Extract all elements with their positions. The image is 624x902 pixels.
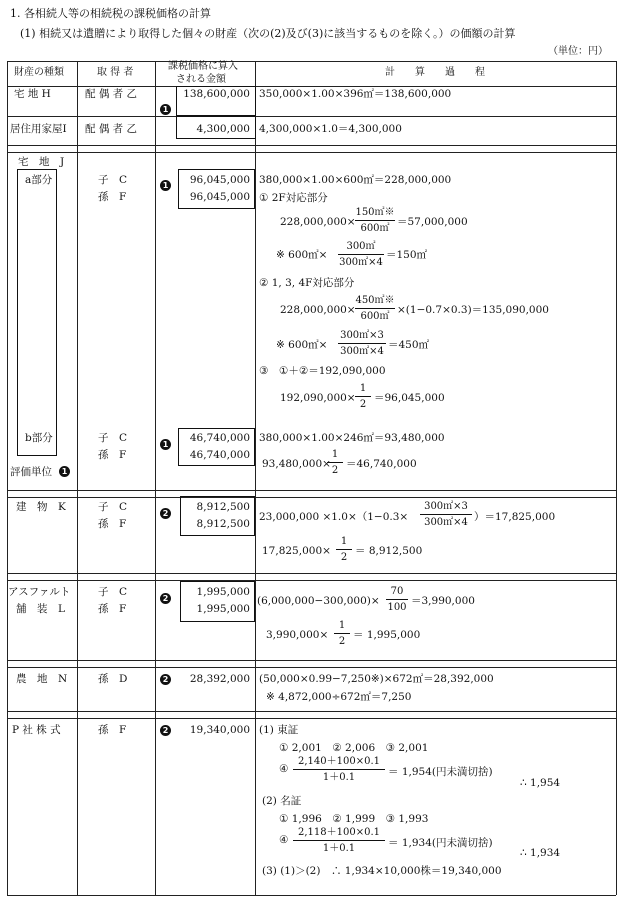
fraction-denominator: 1＋0.1	[322, 772, 356, 783]
row-p-calc-2: ① 2,001 ② 2,006 ③ 2,001	[279, 742, 429, 754]
row-p-calc-5: ① 1,996 ② 1,999 ③ 1,993	[279, 813, 429, 825]
formula-text: ×(1−0.7×0.3)＝135,090,000	[397, 304, 549, 316]
formula-text: ※ 600㎡×	[276, 339, 328, 351]
section-subtitle: (1) 相続又は遺贈により取得した個々の財産（次の(2)及び(3)に該当するものを除く。）の価額の計算	[20, 27, 516, 40]
formula-text: (6,000,000−300,000)×	[257, 595, 380, 607]
formula-text: ④	[279, 763, 289, 775]
row-k-acq-c: 子 C	[98, 501, 128, 513]
row-i-acquirer: 配 偶 者 乙	[85, 123, 138, 135]
fraction-numerator: 150㎡※	[355, 207, 395, 218]
row-p-calc-7: (3) (1)＞(2) ∴ 1,934×10,000株＝19,340,000	[262, 865, 502, 877]
fraction-numerator: 300㎡×3	[340, 330, 384, 341]
row-j-b-acq-c: 子 C	[98, 432, 128, 444]
formula-text: 228,000,000×	[280, 216, 356, 228]
row-j-eval-unit: 評価単位	[10, 466, 52, 478]
badge-two: 2	[160, 593, 171, 604]
formula-text: ）＝17,825,000	[474, 511, 556, 523]
formula-text: ＝ 1,995,000	[353, 629, 421, 641]
fraction-numerator: 300㎡	[346, 241, 376, 252]
row-j-a-amount-1: 96,045,000	[189, 174, 250, 186]
row-p-acquirer: 孫 F	[98, 724, 127, 736]
row-j-calc-1: 380,000×1.00×600㎡＝228,000,000	[259, 174, 452, 186]
fraction-denominator: 300㎡×4	[340, 346, 384, 357]
row-j-b-label: b部分	[25, 432, 53, 444]
formula-text: ＝3,990,000	[411, 595, 475, 607]
header-asset-type: 財産の種類	[14, 67, 64, 78]
row-j-calc-2: ① 2F対応部分	[259, 192, 328, 204]
badge-one: 1	[160, 439, 171, 450]
row-n-amount: 28,392,000	[189, 673, 250, 685]
fraction-numerator: 2,140＋100×0.1	[298, 756, 380, 767]
fraction-numerator: 300㎡×3	[424, 501, 468, 512]
row-n-kind: 農 地 N	[16, 673, 68, 685]
row-p-kind: P 社 株 式	[12, 724, 61, 736]
row-l-kind-1: アスファルト	[8, 586, 71, 598]
header-taxable-amount-2: される金額	[176, 74, 226, 85]
formula-text: ＝ 1,954(円未満切捨)	[388, 766, 493, 778]
row-j-a-label: a部分	[25, 174, 53, 186]
formula-text: ④	[279, 834, 289, 846]
row-j-a-amount-2: 96,045,000	[189, 191, 250, 203]
row-n-acquirer: 孫 D	[98, 673, 128, 685]
fraction-numerator: 2,118＋100×0.1	[298, 827, 380, 838]
row-h-calc: 350,000×1.00×396㎡＝138,600,000	[259, 88, 452, 100]
row-j-kind: 宅 地 J	[18, 156, 65, 168]
row-i-kind: 居住用家屋I	[10, 123, 67, 135]
formula-text: 17,825,000×	[262, 545, 331, 557]
formula-text: 93,480,000×	[262, 458, 331, 470]
fraction-denominator: 2	[331, 465, 339, 476]
row-l-kind-2: 舗 装 L	[16, 603, 65, 615]
row-n-calc-2: ※ 4,872,000÷672㎡＝7,250	[266, 691, 412, 703]
fraction-numerator: 1	[340, 536, 348, 547]
row-l-acq-c: 子 C	[98, 586, 128, 598]
row-p-nagoya-result: ∴ 1,934	[520, 847, 561, 859]
row-i-calc: 4,300,000×1.0＝4,300,000	[259, 123, 402, 135]
row-l-acq-f: 孫 F	[98, 603, 127, 615]
row-j-calc-8: ③ ①＋②＝192,090,000	[259, 365, 386, 377]
row-j-b-amount-2: 46,740,000	[189, 449, 250, 461]
row-i-amount: 4,300,000	[196, 123, 250, 135]
fraction-numerator: 1	[331, 449, 339, 460]
fraction-denominator: 2	[359, 399, 367, 410]
row-p-amount: 19,340,000	[189, 724, 250, 736]
row-j-acq-f: 孫 F	[98, 191, 127, 203]
fraction-numerator: 1	[359, 383, 367, 394]
row-h-kind: 宅 地 H	[14, 88, 51, 100]
row-j-b-acq-f: 孫 F	[98, 449, 127, 461]
fraction-denominator: 1＋0.1	[322, 843, 356, 854]
row-l-amount-2: 1,995,000	[196, 603, 250, 615]
row-j-b-calc-1: 380,000×1.00×246㎡＝93,480,000	[259, 432, 445, 444]
fraction-denominator: 300㎡×4	[424, 517, 468, 528]
formula-text: 228,000,000×	[280, 304, 356, 316]
row-k-amount-1: 8,912,500	[196, 501, 250, 513]
row-p-tokyo-result: ∴ 1,954	[520, 777, 561, 789]
row-l-amount-1: 1,995,000	[196, 586, 250, 598]
row-h-acquirer: 配 偶 者 乙	[85, 88, 138, 100]
row-k-kind: 建 物 K	[16, 501, 66, 513]
fraction-numerator: 1	[338, 620, 346, 631]
formula-text: ＝96,045,000	[374, 392, 445, 404]
badge-one: 1	[160, 180, 171, 191]
formula-text: ＝450㎡	[388, 339, 430, 351]
header-acquirer: 取 得 者	[97, 67, 134, 78]
header-taxable-amount-1: 課税価格に算入	[168, 61, 238, 72]
fraction-denominator: 2	[338, 636, 346, 647]
formula-text: ＝ 8,912,500	[355, 545, 423, 557]
formula-text: 192,090,000×	[280, 392, 356, 404]
fraction-denominator: 300㎡×4	[339, 257, 383, 268]
fraction-numerator: 450㎡※	[355, 295, 395, 306]
formula-text: ＝46,740,000	[346, 458, 417, 470]
header-calculation: 計 算 過 程	[385, 67, 485, 78]
fraction-denominator: 100	[387, 602, 407, 613]
badge-two: 2	[160, 508, 171, 519]
formula-text: ※ 600㎡×	[276, 249, 328, 261]
row-j-acq-c: 子 C	[98, 174, 128, 186]
formula-text: 3,990,000×	[266, 629, 329, 641]
fraction-numerator: 70	[390, 586, 404, 597]
fraction-denominator: 2	[340, 552, 348, 563]
a-part-bracket	[17, 169, 57, 456]
row-j-b-amount-1: 46,740,000	[189, 432, 250, 444]
badge-one: 1	[59, 466, 70, 477]
row-k-acq-f: 孫 F	[98, 518, 127, 530]
row-k-amount-2: 8,912,500	[196, 518, 250, 530]
formula-text: ＝ 1,934(円未満切捨)	[388, 837, 493, 849]
unit-label: （単位：円）	[548, 46, 608, 57]
page-title: 1. 各相続人等の相続税の課税価格の計算	[10, 7, 211, 20]
row-j-calc-5: ② 1, 3, 4F対応部分	[259, 277, 355, 289]
row-n-calc-1: (50,000×0.99−7,250※)×672㎡＝28,392,000	[259, 673, 494, 685]
fraction-denominator: 600㎡	[360, 223, 390, 234]
formula-text: ＝57,000,000	[397, 216, 468, 228]
row-h-amount: 138,600,000	[183, 88, 250, 100]
fraction-denominator: 600㎡	[360, 311, 390, 322]
badge-two: 2	[160, 725, 171, 736]
formula-text: 23,000,000 ×1.0×（1−0.3×	[259, 511, 409, 523]
formula-text: ＝150㎡	[386, 249, 428, 261]
row-p-calc-1: (1) 東証	[259, 724, 299, 736]
row-p-calc-4: (2) 名証	[262, 795, 302, 807]
badge-two: 2	[160, 674, 171, 685]
badge-one: 1	[160, 104, 171, 115]
